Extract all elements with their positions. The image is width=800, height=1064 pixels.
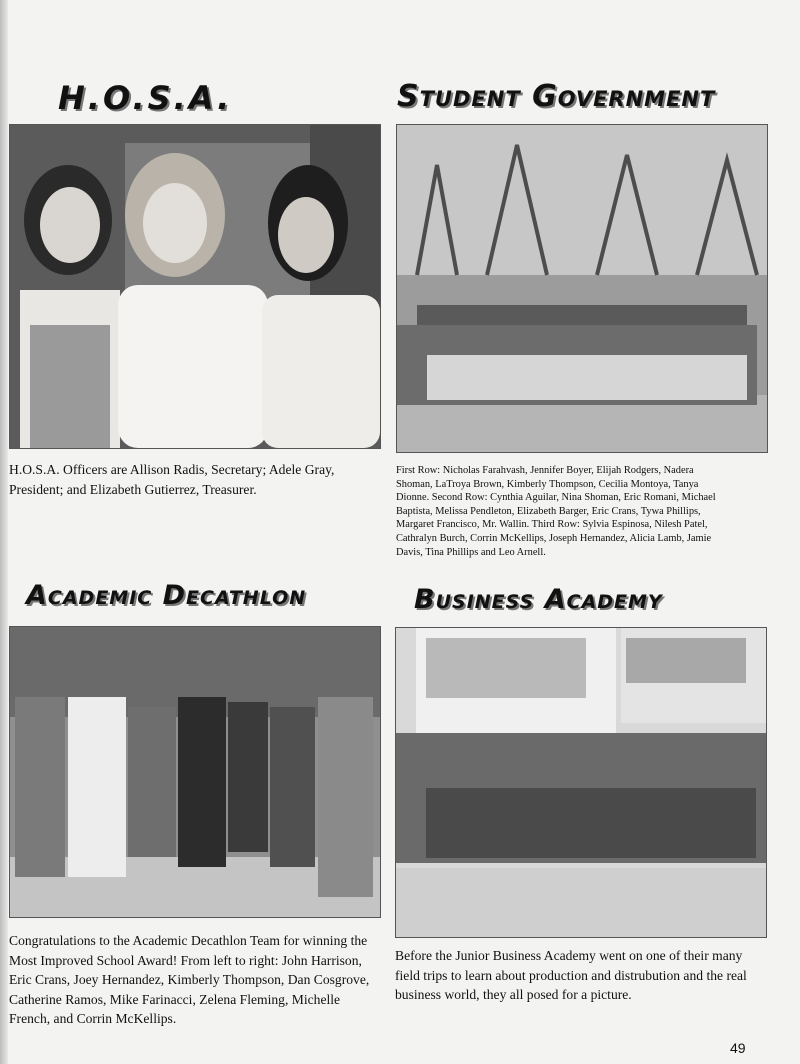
hosa-heading: H.O.S.A. bbox=[58, 79, 233, 117]
academic-decathlon-heading: Academic Decathlon bbox=[26, 580, 307, 611]
business-academy-caption: Before the Junior Business Academy went on one of their many field trips to learn about production and distrubution and the real business world, they all posed for a picture. bbox=[395, 948, 747, 1002]
page-number: 49 bbox=[730, 1040, 746, 1056]
academic-decathlon-photo bbox=[9, 626, 381, 918]
academic-decathlon-caption: Congratulations to the Academic Decathlon Team for winning the Most Improved School Award! From left to right: John Harrison, Eric Crans, Joey Hernandez, Kimberly Thompson, Dan Cosgrove, Catherine Ramos, Mike Farinacci, Zelena Fleming, Michelle French, and Corrin McKellips. bbox=[9, 933, 370, 1026]
student-government-photo bbox=[396, 124, 768, 453]
hosa-caption: H.O.S.A. Officers are Allison Radis, Secretary; Adele Gray, President; and Elizabeth Gutierrez, Treasurer. bbox=[9, 462, 335, 497]
business-academy-heading: Business Academy bbox=[414, 584, 663, 615]
student-government-caption: First Row: Nicholas Farahvash, Jennifer Boyer, Elijah Rodgers, Nadera Shoman, LaTroya Brown, Kimberly Thompson, Cecilia Montoya, Tanya Dionne. Second Row: Cynthia Aguilar, Nina Shoman, Eric Romani, Michael Baptista, Melissa Pendleton, Elizabeth Barger, Eric Crans, Tywa Phillips, Margaret Francisco, Mr. Wallin. Third Row: Sylvia Espinosa, Nilesh Patel, Cathralyn Burch, Corrin McKellips, Joseph Hernandez, Alicia Lamb, Jamie Davis, Tina Phillips and Leo Arnell. bbox=[396, 465, 716, 558]
student-government-heading: Student Government bbox=[397, 79, 716, 114]
hosa-officers-photo bbox=[9, 124, 381, 449]
business-academy-photo bbox=[395, 627, 767, 938]
page-binding-edge bbox=[0, 0, 8, 1064]
